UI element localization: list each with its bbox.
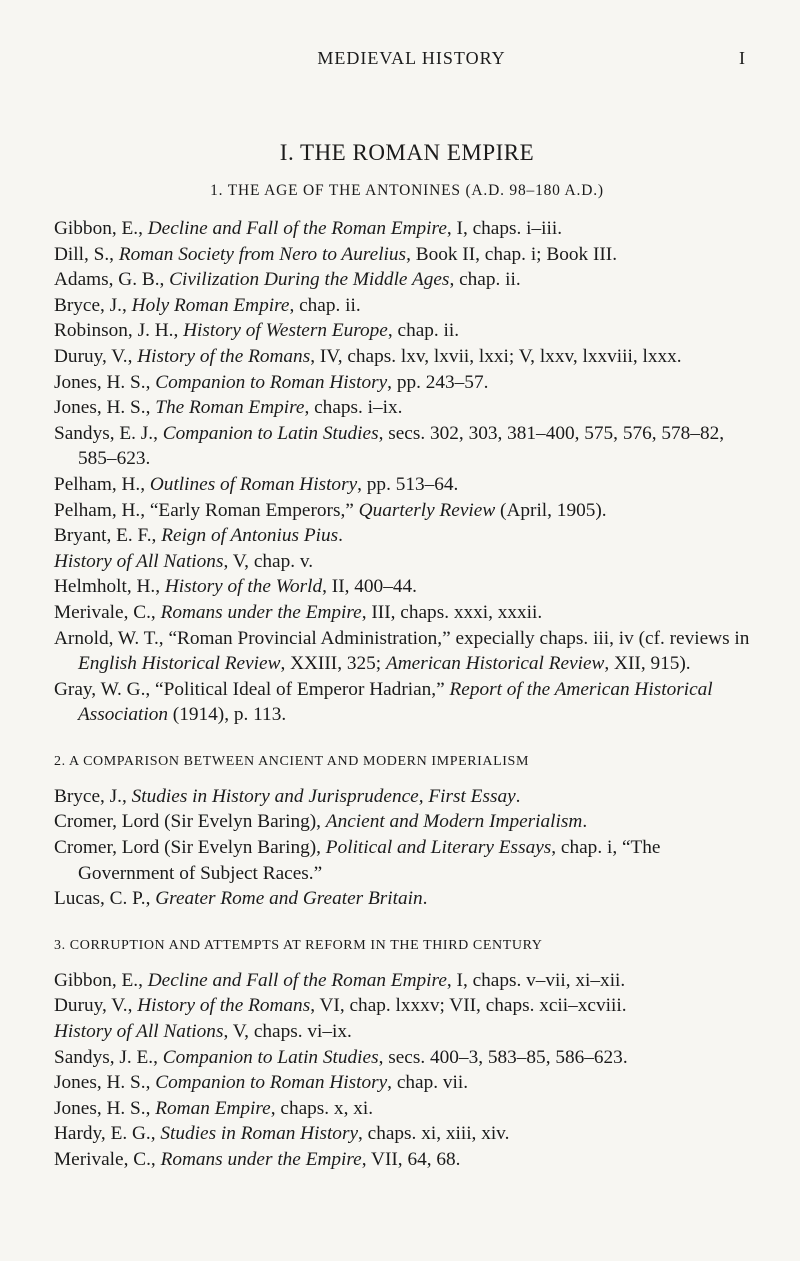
- reference-text: , chap. vii.: [387, 1072, 469, 1094]
- reference-entry: [54, 395, 760, 421]
- reference-title: Ancient and Modern Imperialism: [325, 811, 583, 833]
- reference-title: Decline and Fall of the Roman Empire: [147, 969, 447, 991]
- reference-text: Jones, H. S.,: [54, 371, 156, 393]
- reference-entry: [54, 968, 760, 994]
- reference-text: Sandys, E. J.,: [54, 422, 163, 444]
- reference-entry: [54, 318, 760, 344]
- reference-text: Pelham, H., “Early Roman Emperors,”: [54, 499, 359, 521]
- reference-entry: [54, 472, 760, 498]
- reference-text: Arnold, W. T., “Roman Provincial Administration,” expecially chaps. iii, iv (cf. reviews in: [54, 627, 750, 649]
- reference-title: Roman Empire: [155, 1097, 271, 1119]
- reference-text: , XII, 915).: [604, 653, 691, 675]
- reference-list: [54, 968, 760, 1173]
- reference-entry: [54, 549, 760, 575]
- reference-title: Companion to Roman History: [155, 371, 388, 393]
- reference-text: Sandys, J. E.,: [54, 1046, 163, 1068]
- reference-title: Political and Literary Essays: [325, 837, 552, 859]
- reference-text: Cromer, Lord (Sir Evelyn Baring),: [54, 837, 326, 859]
- reference-entry: [54, 1070, 760, 1096]
- reference-text: , II, 400–44.: [322, 576, 417, 598]
- reference-title: Studies in Roman History: [160, 1123, 359, 1145]
- reference-text: , chap. ii.: [387, 320, 460, 342]
- reference-title: The Roman Empire: [155, 397, 305, 419]
- reference-entry: [54, 293, 760, 319]
- reference-entry: [54, 993, 760, 1019]
- reference-text: , IV, chaps. lxv, lxvii, lxxi; V, lxxv, lxxviii, lxxx.: [310, 345, 682, 367]
- reference-text: Duruy, V.,: [54, 995, 138, 1017]
- reference-text: Duruy, V.,: [54, 345, 138, 367]
- reference-text: , pp. 243–57.: [387, 371, 489, 393]
- reference-entry: [54, 1019, 760, 1045]
- section-heading: 2. A COMPARISON BETWEEN ANCIENT AND MODERN IMPERIALISM: [54, 753, 529, 769]
- reference-entry: [54, 600, 760, 626]
- reference-entry: [54, 1147, 760, 1173]
- reference-text: (April, 1905).: [495, 499, 607, 521]
- reference-text: Jones, H. S.,: [54, 397, 156, 419]
- reference-entry: [54, 421, 760, 472]
- reference-entry: [54, 216, 760, 242]
- reference-entry: [54, 344, 760, 370]
- part-title: I. THE ROMAN EMPIRE: [279, 140, 535, 165]
- reference-text: Merivale, C.,: [54, 1149, 161, 1170]
- reference-text: , III, chaps. xxxi, xxxii.: [361, 601, 543, 623]
- reference-entry: [54, 370, 760, 396]
- reference-text: Gray, W. G., “Political Ideal of Emperor Hadrian,”: [54, 678, 450, 700]
- reference-text: , chaps. x, xi.: [270, 1097, 374, 1119]
- reference-text: Bryant, E. F.,: [54, 525, 162, 547]
- reference-text: , Book II, chap. i; Book III.: [406, 243, 618, 265]
- reference-title: Decline and Fall of the Roman Empire: [147, 218, 447, 239]
- reference-text: .: [422, 888, 428, 910]
- reference-text: , chap. ii.: [449, 269, 521, 291]
- reference-text: Gibbon, E.,: [54, 218, 148, 239]
- reference-text: .: [338, 525, 343, 547]
- reference-title: Romans under the Empire: [160, 1149, 362, 1170]
- reference-title: History of Western Europe: [183, 320, 388, 342]
- page-content: [54, 140, 760, 1173]
- reference-title: History of the Romans: [137, 995, 311, 1017]
- reference-title: History of All Nations: [54, 1021, 224, 1043]
- reference-text: .: [582, 811, 588, 833]
- reference-text: , secs. 400–3, 583–85, 586–623.: [378, 1046, 628, 1068]
- reference-text: (1914), p. 113.: [167, 704, 287, 726]
- reference-text: , I, chaps. i–iii.: [446, 218, 563, 239]
- reference-text: .: [515, 785, 521, 807]
- reference-text: Robinson, J. H.,: [54, 320, 184, 342]
- reference-title: Romans under the Empire: [160, 601, 362, 623]
- reference-title: Quarterly Review: [358, 499, 496, 521]
- reference-entry: [54, 267, 760, 293]
- reference-title: Reign of Antonius Pius: [161, 525, 339, 547]
- page-number: I: [739, 48, 746, 68]
- reference-title: Studies in History and Jurisprudence, First Essay: [131, 785, 516, 807]
- reference-title: History of the Romans: [137, 345, 311, 367]
- reference-title: Greater Rome and Greater Britain: [155, 888, 423, 910]
- reference-text: Lucas, C. P.,: [54, 888, 156, 910]
- reference-text: Adams, G. B.,: [54, 269, 170, 291]
- reference-text: Dill, S.,: [54, 243, 119, 265]
- reference-entry: [54, 1045, 760, 1071]
- reference-entry: [54, 626, 760, 677]
- reference-list: [54, 784, 760, 912]
- reference-title: English Historical Review: [78, 653, 281, 675]
- reference-title: History of the World: [164, 576, 323, 598]
- reference-text: , pp. 513–64.: [357, 473, 459, 495]
- reference-text: , VII, 64, 68.: [361, 1149, 461, 1170]
- reference-text: Pelham, H.,: [54, 473, 150, 495]
- reference-text: Bryce, J.,: [54, 785, 132, 807]
- reference-entry: [54, 677, 760, 728]
- reference-text: , XXIII, 325;: [280, 653, 386, 675]
- reference-entry: [54, 1121, 760, 1147]
- reference-text: Gibbon, E.,: [54, 969, 148, 991]
- reference-text: , V, chap. v.: [223, 550, 314, 572]
- reference-text: , V, chaps. vi–ix.: [223, 1021, 352, 1043]
- reference-text: , chaps. xi, xiii, xiv.: [358, 1123, 510, 1145]
- reference-text: , chap. i, “The Government of Subject Races.”: [78, 837, 661, 884]
- reference-title: Roman Society from Nero to Aurelius: [118, 243, 407, 265]
- reference-title: Civilization During the Middle Ages: [169, 269, 450, 291]
- reference-title: History of All Nations: [54, 550, 224, 572]
- section-heading: 3. CORRUPTION AND ATTEMPTS AT REFORM IN THE THIRD CENTURY: [54, 937, 543, 953]
- reference-entry: [54, 835, 760, 886]
- reference-text: , secs. 302, 303, 381–400, 575, 576, 578–82, 585–623.: [78, 422, 725, 470]
- reference-title: Companion to Latin Studies: [162, 1046, 379, 1068]
- running-head: [54, 48, 746, 69]
- reference-list: [54, 216, 760, 728]
- reference-text: , chaps. i–ix.: [304, 397, 403, 419]
- reference-title: Companion to Latin Studies: [162, 422, 379, 444]
- reference-title: Companion to Roman History: [155, 1072, 388, 1094]
- running-head-title: MEDIEVAL HISTORY: [317, 48, 506, 68]
- reference-entry: [54, 242, 760, 268]
- reference-text: Helmholt, H.,: [54, 576, 165, 598]
- reference-title: Holy Roman Empire: [131, 294, 290, 316]
- reference-text: Jones, H. S.,: [54, 1097, 156, 1119]
- reference-text: , chap. ii.: [289, 294, 361, 316]
- reference-entry: [54, 523, 760, 549]
- reference-title: Outlines of Roman History: [149, 473, 358, 495]
- sections: [54, 182, 760, 1173]
- reference-entry: [54, 784, 760, 810]
- reference-text: Merivale, C.,: [54, 601, 161, 623]
- reference-title: American Historical Review: [385, 653, 605, 675]
- reference-text: Hardy, E. G.,: [54, 1123, 161, 1145]
- reference-text: Cromer, Lord (Sir Evelyn Baring),: [54, 811, 326, 833]
- section-heading: 1. THE AGE OF THE ANTONINES (A.D. 98–180 A.D.): [210, 182, 604, 199]
- reference-entry: [54, 886, 760, 912]
- reference-entry: [54, 1096, 760, 1122]
- reference-text: , I, chaps. v–vii, xi–xii.: [446, 969, 626, 991]
- reference-entry: [54, 809, 760, 835]
- reference-title: Report of the American Historical Association: [78, 678, 713, 726]
- reference-text: Bryce, J.,: [54, 294, 132, 316]
- reference-entry: [54, 574, 760, 600]
- reference-entry: [54, 498, 760, 524]
- reference-text: , VI, chap. lxxxv; VII, chaps. xcii–xcviii.: [310, 995, 627, 1017]
- reference-text: Jones, H. S.,: [54, 1072, 156, 1094]
